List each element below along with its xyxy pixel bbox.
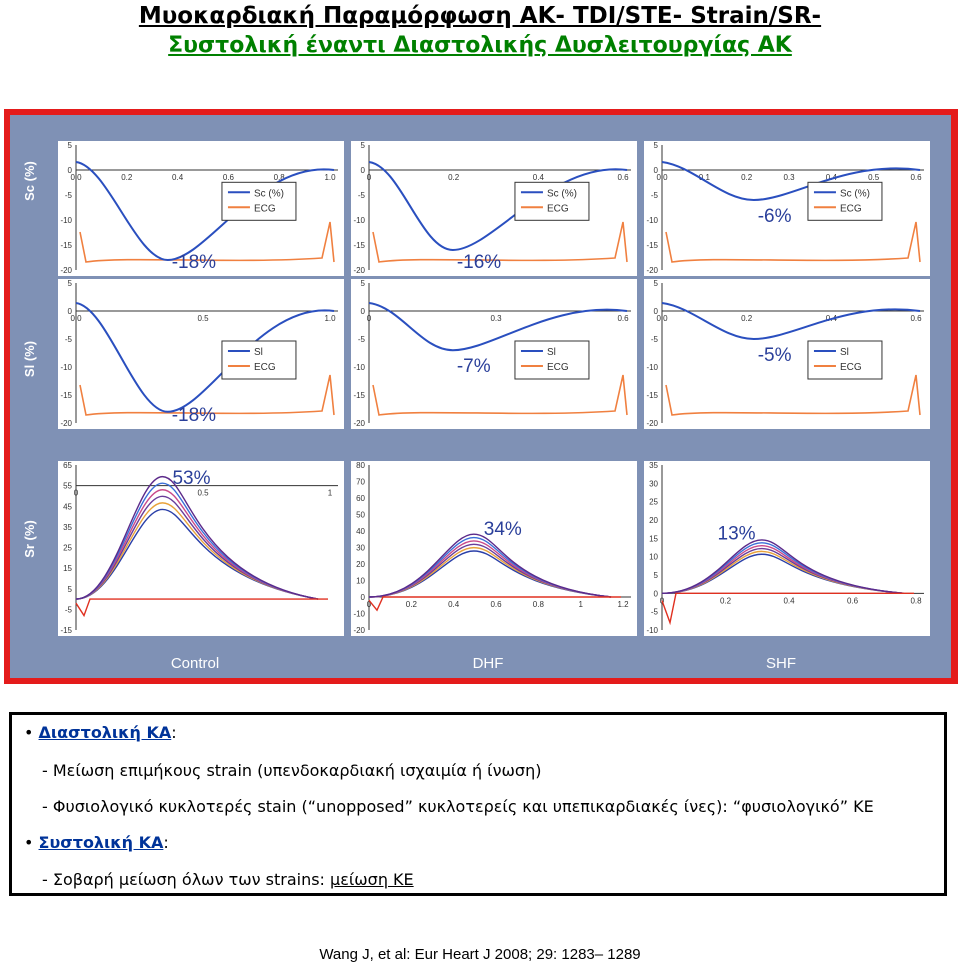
x-tick-label: 0.6: [617, 314, 629, 323]
y-tick-label: 80: [356, 461, 365, 470]
panel-5: [351, 279, 637, 429]
y-tick-label: -10: [60, 216, 72, 225]
y-tick-label: -20: [60, 419, 72, 428]
y-tick-label: 15: [63, 564, 72, 574]
row-label: Sl (%): [22, 340, 37, 378]
y-tick-label: 0: [67, 307, 72, 316]
y-tick-label: -15: [60, 241, 72, 250]
row-label: Sr (%): [22, 520, 37, 558]
x-tick-label: 0.5: [868, 173, 880, 182]
y-tick-label: 5: [653, 571, 658, 580]
y-tick-label: -15: [353, 241, 365, 250]
y-tick-label: 5: [67, 584, 72, 594]
y-tick-label: -20: [646, 419, 658, 428]
x-tick-label: 0.2: [121, 173, 133, 182]
legend-label: Sl: [546, 347, 556, 358]
x-tick-label: 0.8: [532, 600, 544, 609]
peak-annotation: 53%: [172, 467, 211, 489]
y-tick-label: 5: [67, 279, 72, 288]
y-tick-label: -10: [646, 363, 658, 372]
x-tick-label: 0: [73, 488, 79, 498]
y-tick-label: 10: [356, 576, 365, 586]
panel-bg: [644, 461, 930, 636]
x-tick-label: 1.0: [324, 314, 336, 323]
x-tick-label: 0: [366, 600, 372, 609]
legend-label: ECG: [253, 362, 276, 373]
x-tick-label: 0.6: [222, 173, 234, 182]
panel-1: [58, 141, 344, 276]
slide-title-line1: Μυοκαρδιακή Παραμόρφωση ΑΚ- TDI/STE- Strain/SR-: [138, 3, 822, 29]
y-tick-label: -15: [60, 391, 72, 400]
x-tick-label: 0.3: [783, 173, 795, 182]
column-label: Control: [170, 655, 220, 672]
legend-label: ECG: [253, 203, 276, 215]
x-tick-label: 0.2: [405, 600, 417, 609]
y-tick-label: 5: [653, 279, 658, 288]
column-label: SHF: [766, 655, 796, 672]
peak-annotation: -5%: [757, 345, 792, 366]
peak-annotation: -18%: [171, 405, 217, 426]
legend-label: Sl: [253, 347, 263, 358]
x-tick-label: 0.6: [617, 173, 629, 182]
x-tick-label: 0.2: [719, 596, 732, 606]
legend-label: Sc (%): [546, 188, 577, 200]
y-tick-label: -20: [353, 419, 365, 428]
strain-figure: [4, 109, 958, 684]
legend-label: ECG: [839, 362, 862, 373]
y-tick-label: 5: [653, 141, 658, 150]
peak-annotation: -16%: [456, 252, 502, 273]
x-tick-label: 0.0: [656, 173, 668, 182]
peak-annotation: -18%: [171, 252, 217, 273]
legend-label: Sc (%): [839, 188, 870, 200]
y-tick-label: -5: [650, 191, 658, 200]
y-tick-label: -10: [353, 609, 365, 619]
x-tick-label: 0.4: [172, 173, 184, 182]
y-tick-label: -5: [650, 607, 658, 617]
bullet-diastolic: • Διαστολική ΚΑ:: [24, 723, 177, 742]
y-tick-label: 20: [649, 516, 658, 525]
y-tick-label: 30: [356, 543, 365, 553]
y-tick-label: -20: [353, 266, 365, 275]
y-tick-label: -15: [646, 241, 658, 250]
y-tick-label: -10: [353, 363, 365, 372]
slide-title-line2: Συστολική έναντι Διαστολικής Δυσλειτουργίας ΑΚ: [168, 33, 792, 58]
x-tick-label: 0: [659, 596, 665, 606]
y-tick-label: 50: [356, 510, 365, 520]
x-tick-label: 0.2: [741, 314, 753, 323]
bullet-systolic: • Συστολική ΚΑ:: [24, 833, 169, 852]
peak-annotation: -7%: [456, 356, 491, 378]
x-tick-label: 0.3: [490, 314, 502, 323]
x-tick-label: 0.0: [70, 173, 82, 182]
y-tick-label: -10: [60, 363, 72, 372]
y-tick-label: -5: [357, 191, 365, 200]
x-tick-label: 0.2: [741, 173, 753, 182]
y-tick-label: 20: [356, 560, 365, 569]
panel-2: [351, 141, 637, 276]
x-tick-label: 1: [578, 600, 583, 609]
x-tick-label: 0.8: [910, 596, 922, 606]
peak-annotation: 34%: [483, 518, 522, 540]
legend-label: ECG: [546, 203, 569, 215]
y-tick-label: 25: [649, 497, 658, 507]
x-tick-label: 0.1: [698, 173, 710, 182]
y-tick-label: 5: [67, 141, 72, 150]
x-tick-label: 0: [366, 314, 372, 323]
legend-label: ECG: [546, 362, 569, 373]
row-label: Sc (%): [22, 161, 37, 201]
x-tick-label: 1.2: [617, 600, 629, 609]
note-line-3-text: - Σοβαρή μείωση όλων των strains:: [42, 870, 331, 889]
y-tick-label: 30: [649, 479, 658, 489]
y-tick-label: 0: [360, 593, 365, 602]
y-tick-label: 5: [360, 279, 365, 288]
y-tick-label: 35: [63, 522, 72, 532]
y-tick-label: -10: [646, 626, 658, 635]
x-tick-label: 0.4: [448, 600, 460, 609]
legend-label: Sl: [839, 347, 849, 358]
panel-4: [58, 279, 344, 429]
y-tick-label: 0: [653, 307, 658, 316]
y-tick-label: -20: [646, 266, 658, 275]
x-tick-label: 0.4: [825, 173, 837, 182]
y-tick-label: 45: [63, 502, 72, 512]
peak-annotation: 13%: [717, 523, 756, 545]
y-tick-label: -5: [357, 335, 365, 344]
y-tick-label: 25: [63, 543, 72, 553]
y-tick-label: 10: [649, 552, 658, 562]
panel-9: [644, 461, 930, 636]
panel-bg: [351, 279, 637, 429]
note-line-3-underlined: μείωση ΚΕ: [330, 870, 414, 889]
x-tick-label: 0.5: [197, 488, 209, 498]
y-tick-label: -20: [353, 626, 365, 635]
y-tick-label: 70: [356, 477, 365, 487]
y-tick-label: -5: [64, 605, 72, 615]
y-tick-label: -5: [650, 335, 658, 344]
y-tick-label: 0: [653, 589, 658, 599]
panel-bg: [351, 461, 637, 636]
x-tick-label: 0.0: [656, 314, 668, 323]
panel-7: [58, 461, 344, 636]
legend-label: ECG: [839, 203, 862, 215]
x-tick-label: 0.2: [448, 173, 460, 182]
y-tick-label: 35: [649, 461, 658, 470]
y-tick-label: 40: [356, 527, 365, 536]
x-tick-label: 0.6: [490, 600, 502, 609]
y-tick-label: -5: [64, 191, 72, 200]
peak-annotation: -6%: [757, 206, 792, 227]
x-tick-label: 0.4: [532, 173, 544, 182]
notes-box: [9, 712, 947, 896]
panel-8: [351, 461, 637, 636]
note-line-2: - Φυσιολογικό κυκλοτερές stain (“unopposed” κυκλοτερείς και υπεπικαρδιακές ίνες): “φυσιολογικό” ΚΕ: [42, 797, 874, 816]
heading-diastolic: Διαστολική ΚΑ: [38, 723, 172, 742]
y-tick-label: 0: [653, 166, 658, 175]
column-label: DHF: [472, 655, 504, 672]
y-tick-label: -15: [60, 626, 72, 635]
y-tick-label: 55: [63, 481, 72, 491]
x-tick-label: 1: [327, 488, 333, 498]
panel-3: [644, 141, 930, 276]
heading-systolic: Συστολική ΚΑ: [38, 833, 164, 852]
x-tick-label: 0.6: [910, 314, 922, 323]
y-tick-label: -5: [64, 335, 72, 344]
y-tick-label: 0: [360, 166, 365, 175]
x-tick-label: 0.8: [273, 173, 285, 182]
y-tick-label: -15: [646, 391, 658, 400]
y-tick-label: 65: [63, 461, 72, 470]
y-tick-label: 0: [67, 166, 72, 175]
y-tick-label: 5: [360, 141, 365, 150]
x-tick-label: 0: [366, 173, 372, 182]
y-tick-label: -10: [646, 216, 658, 225]
x-tick-label: 0.0: [70, 314, 82, 323]
x-tick-label: 0.6: [910, 173, 922, 182]
y-tick-label: -10: [353, 216, 365, 225]
y-tick-label: 0: [360, 307, 365, 316]
x-tick-label: 1.0: [324, 173, 336, 182]
citation: Wang J, et al: Eur Heart J 2008; 29: 1283– 1289: [319, 946, 641, 963]
panel-6: [644, 279, 930, 429]
y-tick-label: -15: [353, 391, 365, 400]
x-tick-label: 0.4: [825, 314, 837, 323]
note-line-3: [42, 870, 414, 889]
y-tick-label: -20: [60, 266, 72, 275]
legend-label: Sc (%): [253, 188, 284, 200]
x-tick-label: 0.6: [846, 596, 859, 606]
x-tick-label: 0.5: [197, 314, 209, 323]
x-tick-label: 0.4: [783, 596, 795, 606]
y-tick-label: 60: [356, 494, 365, 503]
note-line-1: - Μείωση επιμήκους strain (υπενδοκαρδιακή ισχαιμία ή ίνωση): [42, 761, 542, 780]
y-tick-label: 15: [649, 534, 658, 544]
